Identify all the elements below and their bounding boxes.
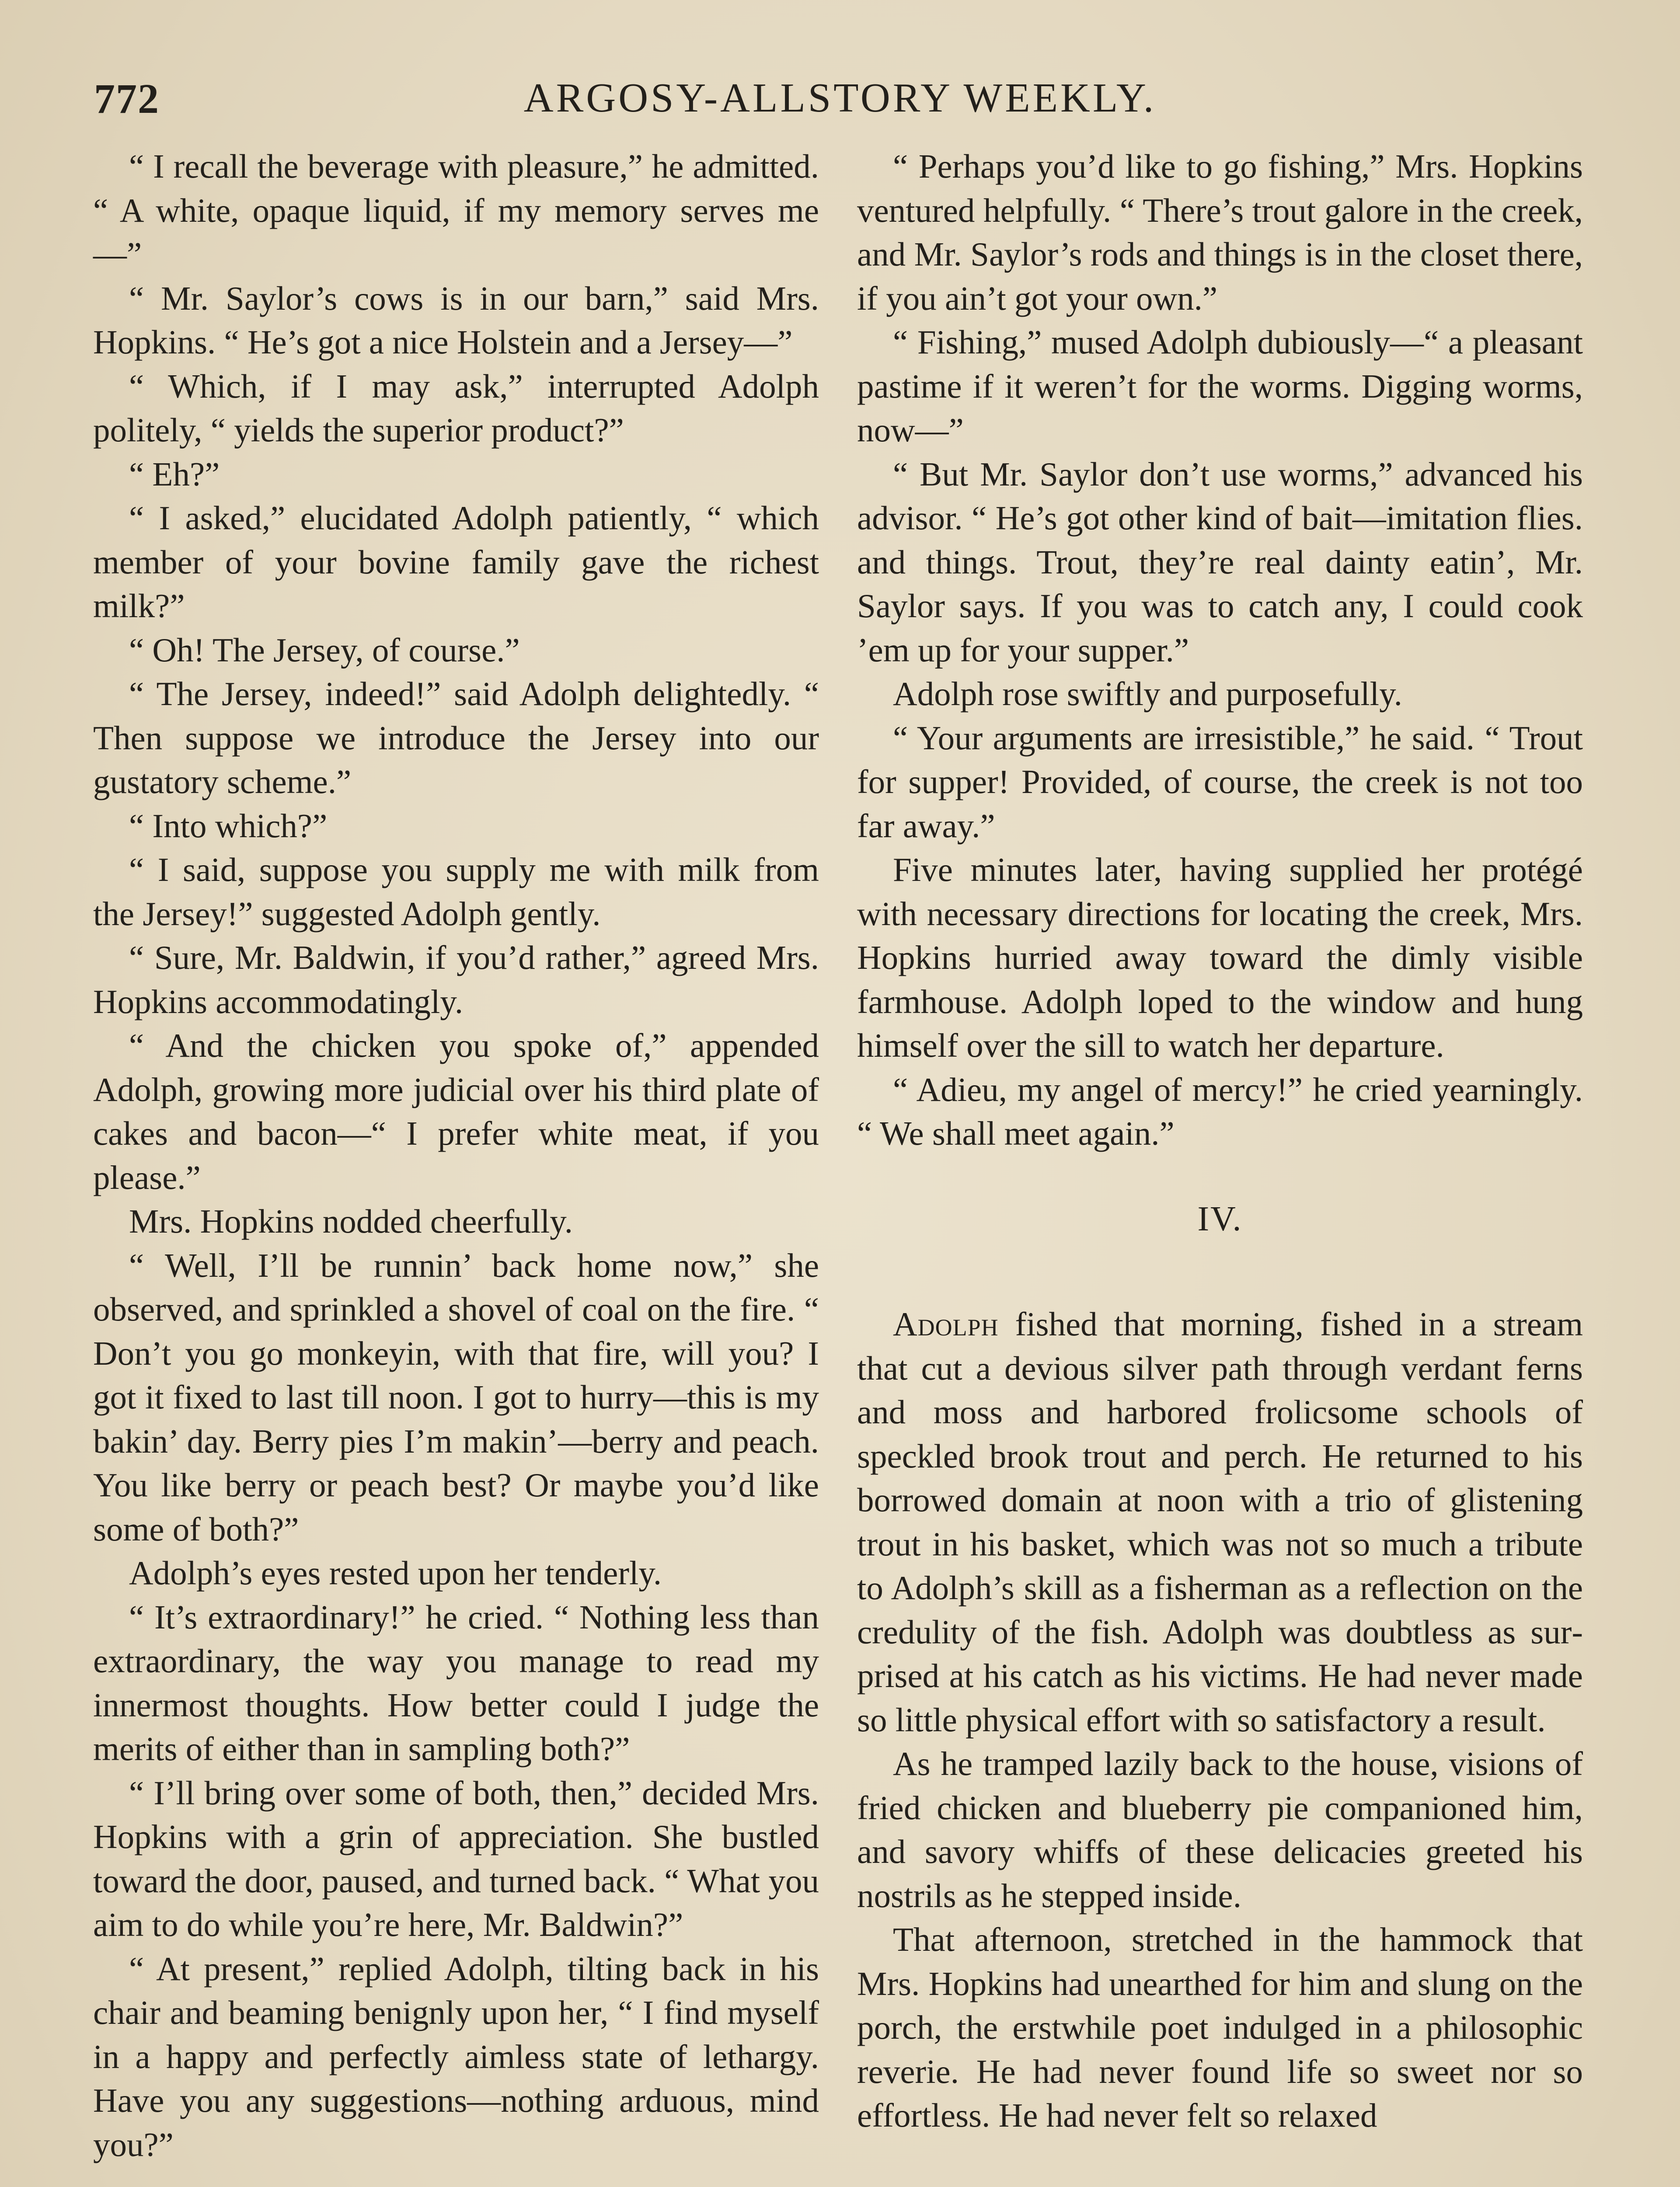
paragraph: “ I’ll bring over some of both, then,” decided Mrs. Hopkins with a grin of appreciation. She bustled toward the door, paused, and turned back. “ What you aim to do while you’re here, Mr. Baldwin?” (93, 1774, 819, 1943)
paragraph: Adolph’s eyes rested upon her tenderly. (129, 1554, 662, 1592)
paragraph: “ Mr. Saylor’s cows is in our barn,” said Mrs. Hopkins. “ He’s got a nice Holstein and a Jersey—” (93, 279, 819, 361)
paragraph: “ It’s extraordinary!” he cried. “ Nothing less than extraordinary, the way you manage to read my innermost thoughts. How better could I judge the merits of either than in sampling both?” (93, 1598, 819, 1768)
paragraph: Five minutes later, having supplied her protégé with necessary directions for locating the creek, Mrs. Hopkins hurried away toward the dimly visible farmhouse. Adolph loped to the window and hung himself over the sill to watch her departure. (857, 851, 1583, 1064)
paragraph: “ Into which?” (129, 807, 328, 845)
opening-word: Adolph (893, 1305, 999, 1343)
paragraph: “ Eh?” (129, 455, 220, 493)
paragraph: “ I asked,” elucidated Adolph patiently, “ which member of your bovine family gave the richest milk?” (93, 499, 819, 625)
paragraph: “ Sure, Mr. Baldwin, if you’d rather,” agreed Mrs. Hopkins accommodatingly. (93, 939, 819, 1020)
paragraph: “ Perhaps you’d like to go fishing,” Mrs. Hopkins ventured helpfully. “ There’s trout galore in the creek, and Mr. Saylor’s rods and things is in the closet there, if you ain’t got your own.” (857, 147, 1583, 317)
paragraph: As he tramped lazily back to the house, visions of fried chicken and blueberry pie companioned him, and savory whiffs of these delicacies greeted his nostrils as he stepped inside. (857, 1745, 1583, 1914)
paragraph: “ And the chicken you spoke of,” appended Adolph, growing more judicial over his third plate of cakes and bacon—“ I prefer white meat, if you please.” (93, 1027, 819, 1196)
paragraph: “ At present,” replied Adolph, tilting back in his chair and beaming benignly upon her, “ I find myself in a happy and perfectly aimless state of lethargy. Have you any suggestions—nothing arduous, mind you?” (93, 1949, 819, 2163)
paragraph: “ But Mr. Saylor don’t use worms,” advanced his advisor. “ He’s got other kind of bait—imitation flies. and things. Trout, they’re real dainty eatin’, Mr. Saylor says. If you was to catch any, I could cook ’em up for your supper.” (857, 455, 1583, 669)
left-column (93, 144, 819, 2166)
paragraph: “ Oh! The Jersey, of course.” (129, 631, 520, 669)
section-opening-paragraph (857, 1302, 1583, 1742)
paragraph: “ Adieu, my angel of mercy!” he cried yearningly. “ We shall meet again.” (857, 1070, 1583, 1152)
paragraph: “ Well, I’ll be runnin’ back home now,” she observed, and sprinkled a shovel of coal on the fire. “ Don’t you go monkeyin, with that fire, will you? I got it fixed to last till noon. I got to hurry—this is my bakin’ day. Berry pies I’m makin’—berry and peach. You like berry or peach best? Or maybe you’d like some of both?” (93, 1246, 819, 1548)
paragraph: That afternoon, stretched in the hammock that Mrs. Hopkins had unearthed for him and slung on the porch, the erstwhile poet indulged in a philosophic reverie. He had never found life so sweet nor so effortless. He had never felt so relaxed (857, 1921, 1583, 2134)
running-title: ARGOSY-ALLSTORY WEEKLY. (523, 75, 1157, 121)
paragraph: “ Your arguments are irresistible,” he said. “ Trout for supper! Provided, of course, the creek is not too far away.” (857, 719, 1583, 845)
paragraph: Adolph rose swiftly and purposefully. (893, 675, 1402, 713)
paragraph: “ Fishing,” mused Adolph dubiously—“ a pleasant pastime if it weren’t for the worms. Digging worms, now—” (857, 323, 1583, 449)
paragraph: Mrs. Hopkins nodded cheerfully. (129, 1202, 573, 1240)
paragraph: “ The Jersey, indeed!” said Adolph delightedly. “ Then suppose we introduce the Jersey into our gustatory scheme.” (93, 675, 819, 800)
paragraph: “ Which, if I may ask,” interrupted Adolph politely, “ yields the superior product?” (93, 367, 819, 449)
paragraph: “ I recall the beverage with pleasure,” he admitted. “ A white, opaque liquid, if my memory serves me—” (93, 147, 819, 273)
page-number: 772 (94, 75, 160, 122)
opening-text: fished that morning, fished in a stream that cut a devious silver path through verdant ferns and moss and harbored frolicsome schools of speckled brook trout and perch. He returned to his borrowed domain at noon with a trio of glistening trout in his basket, which was not so much a tribute to Adolph’s skill as a fisherman as a reflection on the credulity of the fish. Adolph was doubtless as surprised at his catch as his victims. He had never made so little physical effort with so satisfactory a result. (857, 1305, 1583, 1739)
section-heading: IV. (1197, 1199, 1243, 1238)
paragraph: “ I said, suppose you supply me with milk from the Jersey!” suggested Adolph gently. (93, 851, 819, 933)
right-column (857, 144, 1583, 2138)
page-header (94, 74, 1586, 136)
